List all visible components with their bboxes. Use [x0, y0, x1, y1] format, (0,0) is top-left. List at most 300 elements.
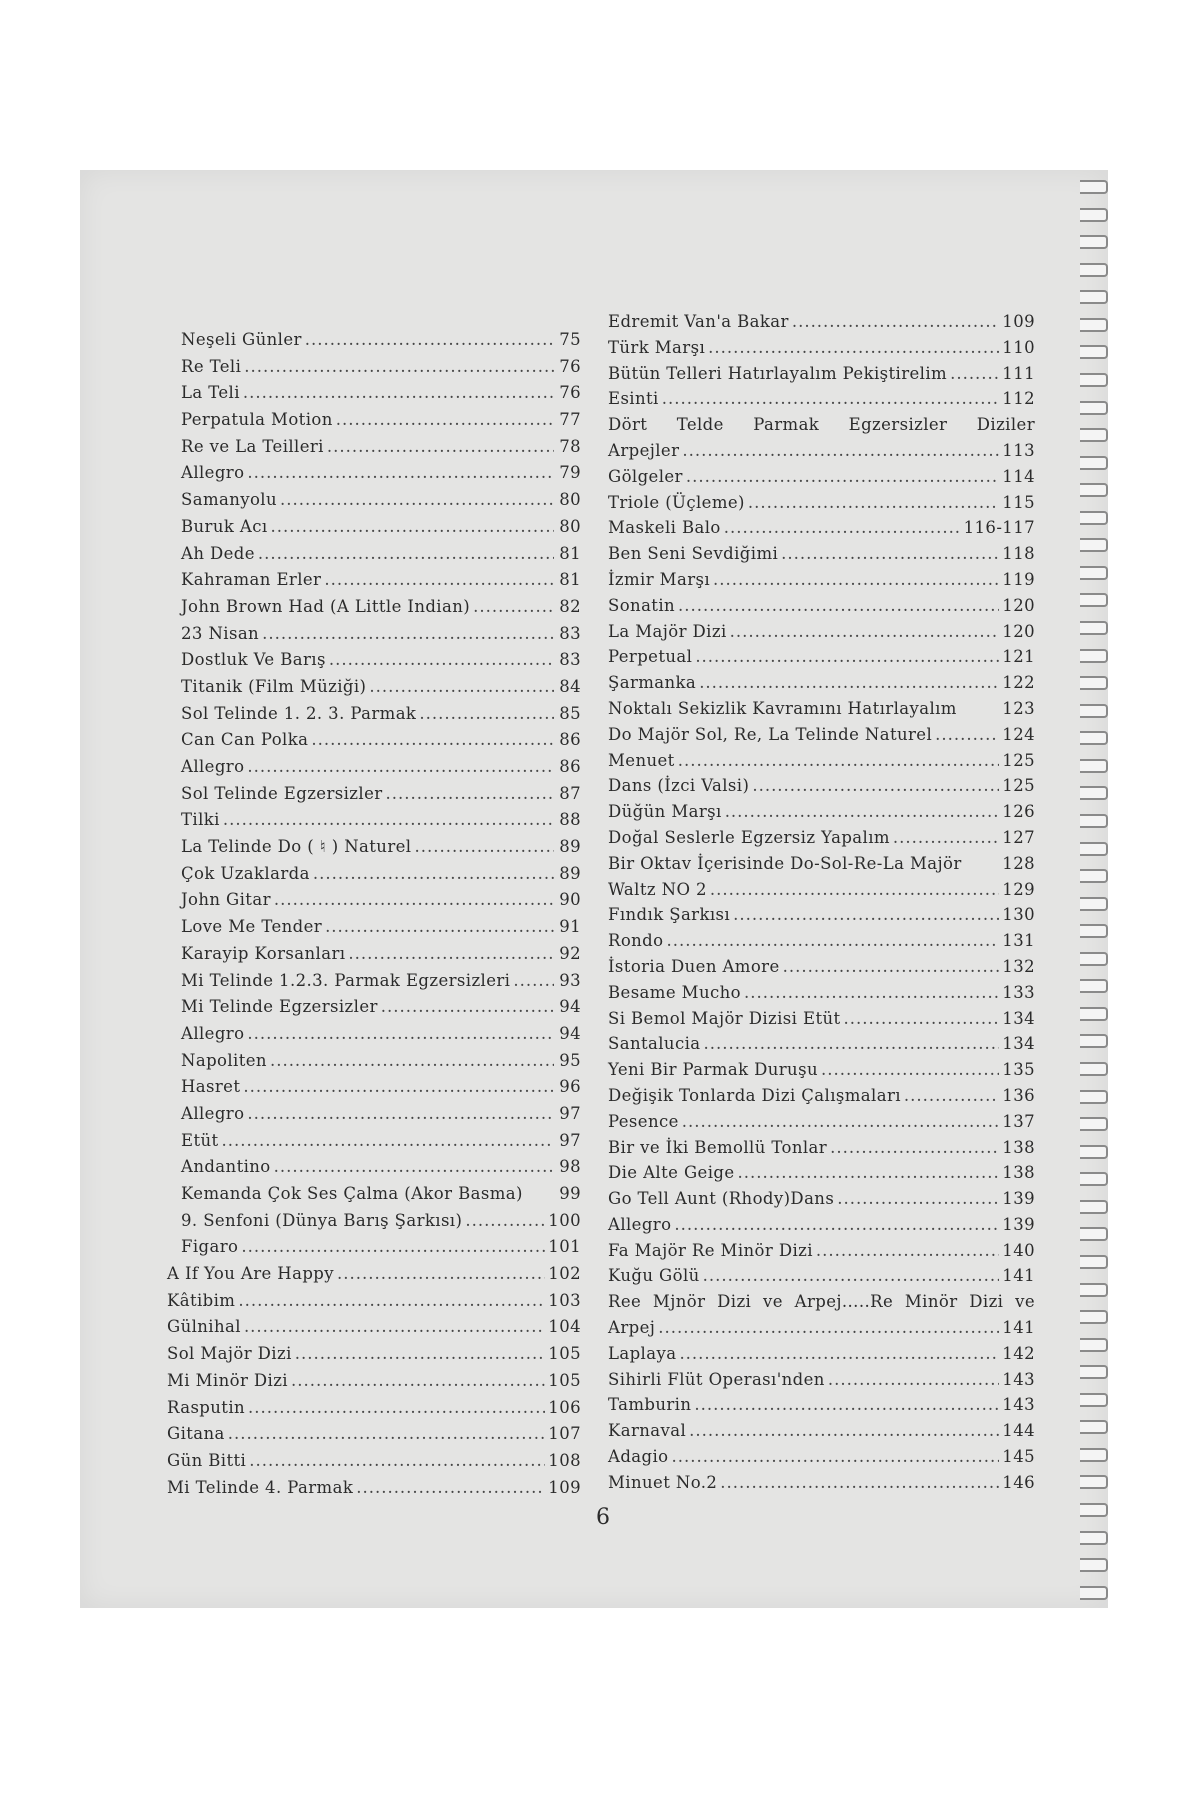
dot-leader [223, 810, 554, 829]
toc-entry-page: 140 [1002, 1240, 1035, 1260]
dot-leader [935, 725, 999, 744]
dot-leader [904, 1086, 999, 1105]
dot-leader [280, 490, 554, 509]
toc-entry-page: 104 [548, 1317, 581, 1337]
toc-entry-page: 83 [559, 650, 581, 670]
toc-entry [608, 312, 1035, 338]
dot-leader [703, 1266, 1000, 1285]
toc-entry [608, 1344, 1035, 1370]
toc-entry [181, 437, 581, 464]
toc-entry-title: Re ve La Teilleri [181, 436, 324, 456]
toc-entry [608, 931, 1035, 957]
toc-entry-page: 92 [559, 943, 581, 963]
dot-leader [313, 864, 554, 883]
toc-entry-title: Laplaya [608, 1343, 677, 1363]
spiral-coil [1080, 786, 1108, 800]
dot-leader [710, 880, 999, 899]
dot-leader [258, 544, 554, 563]
toc-entry [608, 1318, 1035, 1344]
dot-leader [678, 751, 1000, 770]
toc-entry [181, 650, 581, 677]
toc-entry-title: Kâtibim [167, 1290, 236, 1310]
toc-entry [181, 837, 581, 864]
toc-entry-page: 98 [559, 1157, 581, 1177]
dot-leader [748, 493, 999, 512]
toc-entry [181, 1077, 581, 1104]
spiral-coil [1080, 842, 1108, 856]
dot-leader [686, 467, 999, 486]
toc-entry-title: 9. Senfoni (Dünya Barış Şarkısı) [181, 1210, 463, 1230]
toc-entry [608, 880, 1035, 906]
toc-entry-page: 99 [559, 1184, 581, 1203]
dot-leader [248, 1398, 545, 1417]
toc-entry [608, 1395, 1035, 1421]
toc-entry-title: Sol Telinde Egzersizler [181, 783, 383, 803]
dot-leader [658, 1318, 999, 1337]
dot-leader [311, 730, 554, 749]
toc-entry-page: 93 [559, 970, 581, 990]
toc-entry [181, 463, 581, 490]
toc-entry-title: Esinti [608, 389, 659, 409]
toc-entry-page: 127 [1002, 827, 1035, 847]
toc-entry [181, 1157, 581, 1184]
spiral-coil [1080, 511, 1108, 525]
toc-entry-page: 145 [1002, 1447, 1035, 1467]
toc-entry-title: Kemanda Çok Ses Çalma (Akor Basma) [181, 1184, 523, 1203]
toc-entry [608, 1189, 1035, 1215]
toc-entry-title: Perpetual [608, 647, 693, 667]
toc-entry-page: 134 [1002, 1008, 1035, 1028]
toc-entry-page: 107 [548, 1424, 581, 1444]
toc-entry-page: 129 [1002, 879, 1035, 899]
dot-leader [262, 624, 554, 643]
dot-leader [249, 1451, 545, 1470]
toc-entry-page: 142 [1002, 1343, 1035, 1363]
toc-entry [181, 410, 581, 437]
toc-entry-title: Re Teli [181, 356, 242, 376]
toc-entry-page: 97 [559, 1130, 581, 1150]
toc-entry-page: 102 [548, 1264, 581, 1284]
toc-entry-page: 114 [1002, 466, 1035, 486]
toc-entry [181, 357, 581, 384]
toc-entry-page: 96 [559, 1077, 581, 1097]
toc-entry-page: 105 [548, 1370, 581, 1390]
toc-entry-page: 75 [559, 330, 581, 349]
toc-entry-title: Napoliten [181, 1050, 267, 1070]
toc-entry [181, 597, 581, 624]
dot-leader [274, 1157, 554, 1176]
page-number: 6 [596, 1505, 610, 1530]
toc-entry-page: 120 [1002, 595, 1035, 615]
spiral-coil [1080, 566, 1108, 580]
toc-entry [181, 917, 581, 944]
spiral-coil [1080, 1227, 1108, 1241]
toc-entry-page: 141 [1002, 1266, 1035, 1286]
toc-entry [181, 624, 581, 651]
dot-leader [844, 1009, 1000, 1028]
spiral-coil [1080, 263, 1108, 277]
toc-entry-title: Yeni Bir Parmak Duruşu [608, 1060, 818, 1080]
toc-entry [181, 704, 581, 731]
toc-entry-page: 133 [1002, 982, 1035, 1002]
dot-leader [950, 364, 999, 383]
toc-entry-title: La Telinde Do ( ♮ ) Naturel [181, 837, 412, 857]
toc-entry [181, 944, 581, 971]
toc-entry-title: Sonatin [608, 595, 676, 615]
toc-entry-title: Gölgeler [608, 466, 683, 486]
dot-leader [228, 1424, 546, 1443]
toc-entry-page: 89 [559, 837, 581, 857]
toc-entry-title: Besame Mucho [608, 982, 741, 1002]
dot-leader [243, 1077, 554, 1096]
dot-leader [473, 597, 554, 616]
toc-entry [608, 570, 1035, 596]
toc-entry-title: Dans (İzci Valsi) [608, 776, 750, 796]
toc-entry-page: 125 [1002, 776, 1035, 796]
spiral-coil [1080, 676, 1108, 690]
toc-entry-title: Si Bemol Majör Dizisi Etüt [608, 1008, 841, 1028]
dot-leader [513, 971, 554, 990]
toc-entry-title: Go Tell Aunt (Rhody)Dans [608, 1189, 835, 1209]
toc-entry [608, 544, 1035, 570]
dot-leader [682, 1112, 1000, 1131]
toc-entry-title: Ah Dede [181, 543, 255, 563]
toc-entry-page: 81 [559, 570, 581, 590]
toc-entry-page: 106 [548, 1397, 581, 1417]
toc-entry-page: 103 [548, 1290, 581, 1310]
toc-entry-page: 86 [559, 757, 581, 776]
spiral-coil [1080, 1062, 1108, 1076]
toc-entry-title: Menuet [608, 750, 675, 770]
spiral-coil [1080, 208, 1108, 222]
toc-entry [181, 757, 581, 784]
spiral-coil [1080, 924, 1108, 938]
toc-entry [608, 1215, 1035, 1241]
dot-leader [386, 784, 554, 803]
toc-entry-page: 119 [1002, 569, 1035, 589]
toc-entry [608, 673, 1035, 699]
toc-entry-title: Hasret [181, 1077, 241, 1097]
toc-entry-title: Dört Telde Parmak Egzersizler Diziler [608, 415, 1035, 435]
spiral-coil [1080, 1117, 1108, 1131]
toc-entry-page: 79 [559, 463, 581, 483]
toc-entry [181, 517, 581, 544]
toc-entry [608, 596, 1035, 622]
dot-leader [243, 383, 554, 402]
toc-entry-page: 132 [1002, 956, 1035, 976]
dot-leader [708, 338, 999, 357]
toc-entry [608, 467, 1035, 493]
toc-entry-page: 78 [559, 436, 581, 456]
dot-leader [419, 704, 554, 723]
toc-entry [167, 1291, 581, 1318]
toc-entry [608, 1060, 1035, 1086]
dot-leader [291, 1371, 545, 1390]
toc-entry-title: Değişik Tonlarda Dizi Çalışmaları [608, 1085, 901, 1105]
toc-entry [608, 647, 1035, 673]
dot-leader [270, 1051, 554, 1070]
toc-entry [608, 1163, 1035, 1189]
toc-entry-title: John Gitar [181, 890, 271, 910]
toc-entry-page: 141 [1002, 1318, 1035, 1338]
toc-entry-title: Gülnihal [167, 1317, 241, 1337]
toc-entry-page: 76 [559, 383, 581, 403]
toc-entry [181, 730, 581, 757]
spiral-coil [1080, 952, 1108, 966]
dot-leader [720, 1473, 999, 1492]
toc-entry-title: Fındık Şarkısı [608, 905, 731, 925]
spiral-coil [1080, 979, 1108, 993]
toc-entry-title: Maskeli Balo [608, 518, 721, 538]
toc-entry-title: A If You Are Happy [167, 1264, 334, 1284]
toc-entry-page: 126 [1002, 802, 1035, 822]
dot-leader [244, 1317, 545, 1336]
toc-entry-title: Kahraman Erler [181, 570, 322, 590]
toc-entry-title: Edremit Van'a Bakar [608, 312, 789, 331]
toc-entry-page: 125 [1002, 750, 1035, 770]
toc-entry-page: 94 [559, 997, 581, 1017]
toc-entry-page: 136 [1002, 1085, 1035, 1105]
dot-leader [244, 357, 554, 376]
toc-entry-page: 109 [548, 1477, 581, 1497]
toc-entry-page: 83 [559, 623, 581, 643]
dot-leader [414, 837, 554, 856]
toc-entry-title: Etüt [181, 1130, 219, 1150]
spiral-coil [1080, 180, 1108, 194]
dot-leader [662, 389, 1000, 408]
dot-leader [699, 673, 999, 692]
toc-entry-title: Rasputin [167, 1397, 246, 1417]
toc-entry-title: Samanyolu [181, 490, 278, 510]
toc-entry-title: Mi Telinde 4. Parmak [167, 1477, 354, 1497]
toc-entry [608, 1266, 1035, 1292]
spiral-coil [1080, 456, 1108, 470]
toc-entry-title: Triole (Üçleme) [608, 492, 745, 512]
toc-entry-page: 90 [559, 890, 581, 910]
toc-entry-title: Sihirli Flüt Operası'nden [608, 1369, 825, 1389]
toc-entry [608, 699, 1035, 725]
toc-entry-title: Allegro [181, 1103, 245, 1123]
toc-entry-title: Arpejler [608, 440, 680, 460]
spiral-coil [1080, 621, 1108, 635]
toc-entry [181, 1184, 581, 1211]
toc-entry [608, 415, 1035, 441]
dot-leader [222, 1131, 554, 1150]
toc-entry-title: Bir Oktav İçerisinde Do-Sol-Re-La Majör [608, 853, 962, 873]
dot-leader [682, 441, 999, 460]
toc-entry-title: Mi Minör Dizi [167, 1370, 288, 1390]
spiral-coil [1080, 318, 1108, 332]
toc-entry-title: Buruk Acı [181, 516, 268, 536]
toc-entry-page: 101 [548, 1237, 581, 1257]
toc-entry-page: 138 [1002, 1163, 1035, 1183]
dot-leader [725, 802, 1000, 821]
toc-entry-title: Allegro [608, 1214, 672, 1234]
toc-entry-page: 85 [559, 703, 581, 723]
toc-entry-title: Dostluk Ve Barış [181, 650, 326, 670]
toc-entry [181, 997, 581, 1024]
dot-leader [241, 1237, 545, 1256]
toc-entry [608, 338, 1035, 364]
toc-entry-page: 95 [559, 1050, 581, 1070]
spiral-binding [1080, 180, 1130, 1600]
toc-entry-page: 109 [1002, 312, 1035, 331]
spiral-coil [1080, 1255, 1108, 1269]
spiral-coil [1080, 814, 1108, 828]
spiral-coil [1080, 759, 1108, 773]
spiral-coil [1080, 1310, 1108, 1324]
toc-entry-title: İstoria Duen Amore [608, 956, 780, 976]
toc-entry-page: 110 [1002, 337, 1035, 357]
toc-entry [181, 1237, 581, 1264]
spiral-coil [1080, 1586, 1108, 1600]
toc-entry-page: 143 [1002, 1395, 1035, 1415]
spiral-coil [1080, 897, 1108, 911]
toc-entry-title: Doğal Seslerle Egzersiz Yapalım [608, 827, 890, 847]
toc-entry-page: 80 [559, 516, 581, 536]
toc-entry [167, 1264, 581, 1291]
toc-entry-title: Adagio [608, 1447, 669, 1467]
spiral-coil [1080, 235, 1108, 249]
dot-leader [305, 330, 554, 349]
toc-entry [608, 518, 1035, 544]
toc-entry-title: Waltz NO 2 [608, 879, 707, 899]
dot-leader [271, 517, 554, 536]
toc-entry [608, 983, 1035, 1009]
spiral-coil [1080, 1393, 1108, 1407]
toc-entry [167, 1398, 581, 1425]
toc-entry [608, 1138, 1035, 1164]
dot-leader [369, 677, 554, 696]
toc-entry-page: 88 [559, 810, 581, 830]
toc-entry-page: 89 [559, 863, 581, 883]
toc-entry [608, 725, 1035, 751]
spiral-coil [1080, 1090, 1108, 1104]
toc-entry [181, 544, 581, 571]
toc-entry [608, 1086, 1035, 1112]
toc-entry [608, 1009, 1035, 1035]
dot-leader [704, 1034, 1000, 1053]
toc-entry [608, 389, 1035, 415]
dot-leader [238, 1291, 545, 1310]
toc-entry-title: Sol Telinde 1. 2. 3. Parmak [181, 703, 417, 723]
toc-entry-title: Titanik (Film Müziği) [181, 676, 367, 696]
toc-entry [167, 1317, 581, 1344]
spiral-coil [1080, 1172, 1108, 1186]
toc-entry-page: 137 [1002, 1111, 1035, 1131]
toc-entry-page: 139 [1002, 1189, 1035, 1209]
toc-entry-page: 76 [559, 356, 581, 376]
toc-entry [608, 1292, 1035, 1318]
toc-entry-title: Can Can Polka [181, 730, 309, 750]
dot-leader [744, 983, 999, 1002]
dot-leader [324, 570, 554, 589]
dot-leader [837, 1189, 999, 1208]
toc-entry [167, 1478, 581, 1505]
toc-entry-title: Düğün Marşı [608, 802, 722, 822]
toc-entry-page: 115 [1002, 492, 1035, 512]
toc-entry-title: Karayip Korsanları [181, 943, 346, 963]
spiral-coil [1080, 1365, 1108, 1379]
toc-left-column [167, 330, 581, 1504]
dot-leader [679, 1344, 999, 1363]
toc-entry-page: 77 [559, 410, 581, 430]
toc-entry-title: Perpatula Motion [181, 410, 333, 430]
toc-entry [608, 854, 1035, 880]
toc-entry-page: 82 [559, 596, 581, 616]
toc-entry [608, 828, 1035, 854]
dot-leader [465, 1211, 545, 1230]
spiral-coil [1080, 345, 1108, 359]
dot-leader [792, 312, 999, 331]
toc-entry-page: 91 [559, 917, 581, 937]
toc-entry-title: Türk Marşı [608, 337, 706, 357]
dot-leader [783, 957, 1000, 976]
toc-entry-page: 124 [1002, 724, 1035, 744]
toc-entry [608, 441, 1035, 467]
toc-entry [608, 1447, 1035, 1473]
toc-entry-page: 86 [559, 730, 581, 750]
toc-entry [181, 810, 581, 837]
spiral-coil [1080, 593, 1108, 607]
toc-entry-title: Gitana [167, 1424, 225, 1444]
toc-entry-title: Rondo [608, 931, 664, 951]
dot-leader [730, 622, 1000, 641]
toc-entry-title: Die Alte Geige [608, 1163, 735, 1183]
toc-entry-page: 94 [559, 1023, 581, 1043]
dot-leader [247, 463, 554, 482]
toc-entry [608, 493, 1035, 519]
dot-leader [674, 1215, 999, 1234]
toc-entry-title: Ree Mjnör Dizi ve Arpej.....Re Minör Dizi ve [608, 1292, 1035, 1312]
dot-leader [327, 437, 554, 456]
toc-entry-page: 108 [548, 1450, 581, 1470]
toc-entry-page: 139 [1002, 1214, 1035, 1234]
toc-entry [608, 622, 1035, 648]
dot-leader [821, 1060, 999, 1079]
toc-entry-title: Noktalı Sekizlik Kavramını Hatırlayalım [608, 698, 957, 718]
toc-entry [167, 1344, 581, 1371]
toc-entry [181, 971, 581, 998]
toc-entry-title: Tilki [181, 810, 220, 830]
toc-entry-page: 138 [1002, 1137, 1035, 1157]
toc-entry-title: Karnaval [608, 1421, 687, 1441]
toc-entry-page: 112 [1002, 389, 1035, 409]
toc-entry-page: 100 [548, 1210, 581, 1230]
toc-entry [181, 1211, 581, 1238]
spiral-coil [1080, 483, 1108, 497]
spiral-coil [1080, 731, 1108, 745]
toc-entry-page: 81 [559, 543, 581, 563]
dot-leader [348, 944, 554, 963]
toc-entry-title: Bütün Telleri Hatırlayalım Pekiştirelim [608, 363, 948, 383]
toc-entry-title: Andantino [181, 1157, 271, 1177]
toc-entry-page: 130 [1002, 905, 1035, 925]
toc-entry-page: 105 [548, 1344, 581, 1364]
toc-entry [181, 330, 581, 357]
toc-entry [608, 957, 1035, 983]
toc-right-column [608, 312, 1035, 1499]
spiral-coil [1080, 1283, 1108, 1297]
spiral-coil [1080, 704, 1108, 718]
dot-leader [381, 997, 554, 1016]
dot-leader [336, 410, 554, 429]
spiral-coil [1080, 1448, 1108, 1462]
toc-entry [167, 1451, 581, 1478]
dot-leader [752, 776, 999, 795]
spiral-coil [1080, 538, 1108, 552]
spiral-coil [1080, 1145, 1108, 1159]
